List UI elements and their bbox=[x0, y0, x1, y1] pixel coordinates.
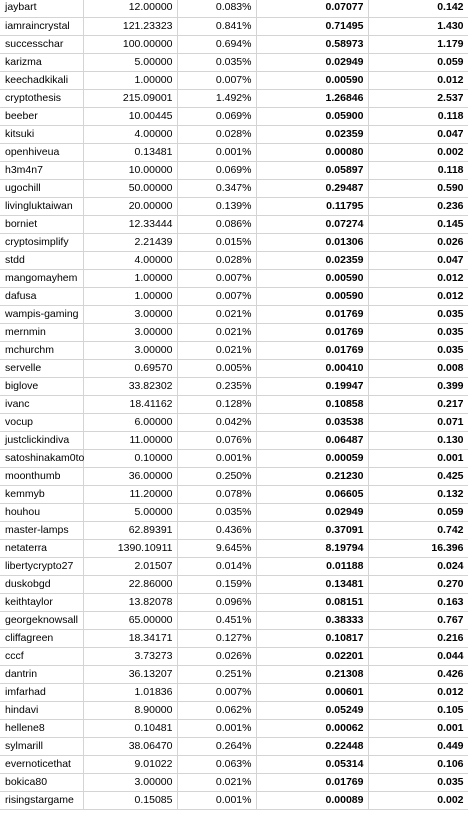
cell-share[interactable]: 0.02949 bbox=[256, 503, 368, 521]
cell-amount[interactable]: 215.09001 bbox=[83, 89, 177, 107]
cell-total[interactable]: 0.132 bbox=[368, 485, 468, 503]
cell-share[interactable]: 0.07077 bbox=[256, 0, 368, 17]
cell-share[interactable]: 0.02359 bbox=[256, 251, 368, 269]
cell-username[interactable]: jaybart bbox=[0, 0, 83, 17]
cell-amount[interactable]: 1.00000 bbox=[83, 269, 177, 287]
table-row bbox=[0, 107, 468, 125]
cell-amount[interactable]: 22.86000 bbox=[83, 575, 177, 593]
cell-amount[interactable]: 3.00000 bbox=[83, 773, 177, 791]
cell-percent[interactable]: 9.645% bbox=[177, 539, 256, 557]
cell-share[interactable]: 0.00590 bbox=[256, 269, 368, 287]
cell-username[interactable]: mangomayhem bbox=[0, 269, 83, 287]
table-row bbox=[0, 323, 468, 341]
cell-username[interactable]: cryptosimplify bbox=[0, 233, 83, 251]
cell-amount[interactable]: 12.33444 bbox=[83, 215, 177, 233]
cell-username[interactable]: libertycrypto27 bbox=[0, 557, 83, 575]
cell-amount[interactable]: 1.01836 bbox=[83, 683, 177, 701]
cell-total[interactable]: 1.430 bbox=[368, 17, 468, 35]
table-row bbox=[0, 341, 468, 359]
cell-amount[interactable]: 11.00000 bbox=[83, 431, 177, 449]
cell-percent[interactable]: 0.001% bbox=[177, 791, 256, 809]
cell-share[interactable]: 0.00410 bbox=[256, 359, 368, 377]
cell-percent[interactable]: 0.436% bbox=[177, 521, 256, 539]
cell-share[interactable]: 0.01769 bbox=[256, 773, 368, 791]
cell-username[interactable]: cccf bbox=[0, 647, 83, 665]
table-row bbox=[0, 413, 468, 431]
cell-username[interactable]: imfarhad bbox=[0, 683, 83, 701]
cell-total[interactable]: 0.001 bbox=[368, 449, 468, 467]
cell-percent[interactable]: 0.076% bbox=[177, 431, 256, 449]
cell-amount[interactable]: 6.00000 bbox=[83, 413, 177, 431]
cell-total[interactable]: 0.449 bbox=[368, 737, 468, 755]
cell-total[interactable]: 0.044 bbox=[368, 647, 468, 665]
cell-total[interactable]: 0.012 bbox=[368, 269, 468, 287]
cell-percent[interactable]: 0.235% bbox=[177, 377, 256, 395]
cell-total[interactable]: 0.217 bbox=[368, 395, 468, 413]
table-row bbox=[0, 197, 468, 215]
cell-username[interactable]: hindavi bbox=[0, 701, 83, 719]
table-row bbox=[0, 125, 468, 143]
cell-amount[interactable]: 0.10481 bbox=[83, 719, 177, 737]
table-row bbox=[0, 179, 468, 197]
cell-total[interactable]: 0.142 bbox=[368, 0, 468, 17]
cell-username[interactable]: kemmyb bbox=[0, 485, 83, 503]
cell-username[interactable]: sylmarill bbox=[0, 737, 83, 755]
cell-amount[interactable]: 2.01507 bbox=[83, 557, 177, 575]
cell-percent[interactable]: 0.021% bbox=[177, 341, 256, 359]
table-row bbox=[0, 593, 468, 611]
cell-percent[interactable]: 0.007% bbox=[177, 683, 256, 701]
cell-amount[interactable]: 18.41162 bbox=[83, 395, 177, 413]
cell-username[interactable]: beeber bbox=[0, 107, 83, 125]
table-row bbox=[0, 305, 468, 323]
cell-amount[interactable]: 1390.10911 bbox=[83, 539, 177, 557]
cell-total[interactable]: 0.035 bbox=[368, 773, 468, 791]
cell-username[interactable]: livingluktaiwan bbox=[0, 197, 83, 215]
cell-amount[interactable]: 0.15085 bbox=[83, 791, 177, 809]
cell-percent[interactable]: 0.021% bbox=[177, 323, 256, 341]
table-row bbox=[0, 395, 468, 413]
cell-username[interactable]: kitsuki bbox=[0, 125, 83, 143]
cell-username[interactable]: cryptothesis bbox=[0, 89, 83, 107]
cell-username[interactable]: bokica80 bbox=[0, 773, 83, 791]
cell-share[interactable]: 0.01769 bbox=[256, 341, 368, 359]
cell-total[interactable]: 0.012 bbox=[368, 683, 468, 701]
cell-total[interactable]: 0.059 bbox=[368, 503, 468, 521]
cell-share[interactable]: 0.71495 bbox=[256, 17, 368, 35]
cell-percent[interactable]: 0.139% bbox=[177, 197, 256, 215]
cell-amount[interactable]: 10.00000 bbox=[83, 161, 177, 179]
table-row bbox=[0, 755, 468, 773]
cell-share[interactable]: 0.00590 bbox=[256, 287, 368, 305]
cell-total[interactable]: 2.537 bbox=[368, 89, 468, 107]
table-row bbox=[0, 683, 468, 701]
cell-username[interactable]: justclickindiva bbox=[0, 431, 83, 449]
table-row bbox=[0, 485, 468, 503]
table-row bbox=[0, 377, 468, 395]
cell-total[interactable]: 0.425 bbox=[368, 467, 468, 485]
table-row bbox=[0, 35, 468, 53]
cell-username[interactable]: dafusa bbox=[0, 287, 83, 305]
cell-share[interactable]: 0.00059 bbox=[256, 449, 368, 467]
cell-amount[interactable]: 20.00000 bbox=[83, 197, 177, 215]
cell-total[interactable]: 0.047 bbox=[368, 125, 468, 143]
cell-amount[interactable]: 18.34171 bbox=[83, 629, 177, 647]
cell-total[interactable]: 0.071 bbox=[368, 413, 468, 431]
cell-share[interactable]: 0.00080 bbox=[256, 143, 368, 161]
cell-amount[interactable]: 0.10000 bbox=[83, 449, 177, 467]
cell-percent[interactable]: 0.035% bbox=[177, 53, 256, 71]
cell-total[interactable]: 0.012 bbox=[368, 71, 468, 89]
cell-share[interactable]: 0.38333 bbox=[256, 611, 368, 629]
cell-percent[interactable]: 0.159% bbox=[177, 575, 256, 593]
cell-share[interactable]: 0.03538 bbox=[256, 413, 368, 431]
table-row bbox=[0, 773, 468, 791]
cell-share[interactable]: 0.07274 bbox=[256, 215, 368, 233]
cell-share[interactable]: 0.02359 bbox=[256, 125, 368, 143]
cell-amount[interactable]: 9.01022 bbox=[83, 755, 177, 773]
cell-share[interactable]: 0.01306 bbox=[256, 233, 368, 251]
cell-share[interactable]: 0.00601 bbox=[256, 683, 368, 701]
table-row bbox=[0, 449, 468, 467]
cell-username[interactable]: moonthumb bbox=[0, 467, 83, 485]
table-row bbox=[0, 503, 468, 521]
cell-total[interactable]: 0.118 bbox=[368, 107, 468, 125]
cell-percent[interactable]: 0.086% bbox=[177, 215, 256, 233]
cell-percent[interactable]: 0.028% bbox=[177, 251, 256, 269]
cell-total[interactable]: 0.236 bbox=[368, 197, 468, 215]
cell-percent[interactable]: 1.492% bbox=[177, 89, 256, 107]
cell-total[interactable]: 0.047 bbox=[368, 251, 468, 269]
table-row bbox=[0, 791, 468, 809]
cell-share[interactable]: 0.01769 bbox=[256, 323, 368, 341]
cell-amount[interactable]: 36.13207 bbox=[83, 665, 177, 683]
cell-share[interactable]: 0.10817 bbox=[256, 629, 368, 647]
cell-amount[interactable]: 4.00000 bbox=[83, 125, 177, 143]
cell-username[interactable]: mernmin bbox=[0, 323, 83, 341]
cell-total[interactable]: 0.590 bbox=[368, 179, 468, 197]
cell-total[interactable]: 0.002 bbox=[368, 143, 468, 161]
cell-percent[interactable]: 0.005% bbox=[177, 359, 256, 377]
cell-percent[interactable]: 0.347% bbox=[177, 179, 256, 197]
table-row bbox=[0, 737, 468, 755]
table-row bbox=[0, 161, 468, 179]
cell-percent[interactable]: 0.069% bbox=[177, 161, 256, 179]
cell-percent[interactable]: 0.250% bbox=[177, 467, 256, 485]
cell-total[interactable]: 0.426 bbox=[368, 665, 468, 683]
cell-amount[interactable]: 0.13481 bbox=[83, 143, 177, 161]
cell-percent[interactable]: 0.021% bbox=[177, 305, 256, 323]
cell-share[interactable]: 0.00089 bbox=[256, 791, 368, 809]
cell-username[interactable]: evernoticethat bbox=[0, 755, 83, 773]
cell-username[interactable]: houhou bbox=[0, 503, 83, 521]
cell-amount[interactable]: 38.06470 bbox=[83, 737, 177, 755]
cell-total[interactable]: 0.163 bbox=[368, 593, 468, 611]
table-row bbox=[0, 269, 468, 287]
cell-total[interactable]: 0.035 bbox=[368, 341, 468, 359]
cell-share[interactable]: 1.26846 bbox=[256, 89, 368, 107]
cell-total[interactable]: 0.216 bbox=[368, 629, 468, 647]
cell-percent[interactable]: 0.014% bbox=[177, 557, 256, 575]
table-row bbox=[0, 431, 468, 449]
cell-percent[interactable]: 0.015% bbox=[177, 233, 256, 251]
cell-username[interactable]: duskobgd bbox=[0, 575, 83, 593]
cell-username[interactable]: iamraincrystal bbox=[0, 17, 83, 35]
table-row bbox=[0, 71, 468, 89]
cell-share[interactable]: 0.05897 bbox=[256, 161, 368, 179]
table-row bbox=[0, 539, 468, 557]
cell-total[interactable]: 0.002 bbox=[368, 791, 468, 809]
cell-share[interactable]: 0.21230 bbox=[256, 467, 368, 485]
cell-username[interactable]: ugochill bbox=[0, 179, 83, 197]
cell-username[interactable]: successchar bbox=[0, 35, 83, 53]
cell-percent[interactable]: 0.028% bbox=[177, 125, 256, 143]
cell-username[interactable]: wampis-gaming bbox=[0, 305, 83, 323]
cell-username[interactable]: mchurchm bbox=[0, 341, 83, 359]
table-row bbox=[0, 143, 468, 161]
cell-total[interactable]: 0.145 bbox=[368, 215, 468, 233]
cell-username[interactable]: ivanc bbox=[0, 395, 83, 413]
cell-share[interactable]: 0.06487 bbox=[256, 431, 368, 449]
cell-username[interactable]: hellene8 bbox=[0, 719, 83, 737]
cell-amount[interactable]: 8.90000 bbox=[83, 701, 177, 719]
cell-share[interactable]: 0.02949 bbox=[256, 53, 368, 71]
cell-percent[interactable]: 0.264% bbox=[177, 737, 256, 755]
cell-total[interactable]: 0.059 bbox=[368, 53, 468, 71]
cell-total[interactable]: 0.008 bbox=[368, 359, 468, 377]
cell-username[interactable]: openhiveua bbox=[0, 143, 83, 161]
cell-share[interactable]: 0.05900 bbox=[256, 107, 368, 125]
cell-total[interactable]: 0.767 bbox=[368, 611, 468, 629]
cell-total[interactable]: 0.012 bbox=[368, 287, 468, 305]
cell-share[interactable]: 0.11795 bbox=[256, 197, 368, 215]
cell-percent[interactable]: 0.001% bbox=[177, 719, 256, 737]
cell-percent[interactable]: 0.062% bbox=[177, 701, 256, 719]
cell-percent[interactable]: 0.007% bbox=[177, 287, 256, 305]
table-row bbox=[0, 359, 468, 377]
cell-percent[interactable]: 0.007% bbox=[177, 269, 256, 287]
cell-amount[interactable]: 1.00000 bbox=[83, 71, 177, 89]
cell-share[interactable]: 0.29487 bbox=[256, 179, 368, 197]
cell-amount[interactable]: 100.00000 bbox=[83, 35, 177, 53]
cell-username[interactable]: biglove bbox=[0, 377, 83, 395]
cell-total[interactable]: 0.270 bbox=[368, 575, 468, 593]
cell-username[interactable]: risingstargame bbox=[0, 791, 83, 809]
cell-share[interactable]: 0.37091 bbox=[256, 521, 368, 539]
cell-share[interactable]: 0.08151 bbox=[256, 593, 368, 611]
cell-username[interactable]: georgeknowsall bbox=[0, 611, 83, 629]
cell-username[interactable]: karizma bbox=[0, 53, 83, 71]
cell-amount[interactable]: 11.20000 bbox=[83, 485, 177, 503]
cell-share[interactable]: 0.06605 bbox=[256, 485, 368, 503]
cell-share[interactable]: 0.22448 bbox=[256, 737, 368, 755]
cell-amount[interactable]: 3.00000 bbox=[83, 341, 177, 359]
cell-amount[interactable]: 1.00000 bbox=[83, 287, 177, 305]
cell-amount[interactable]: 3.00000 bbox=[83, 305, 177, 323]
table-row bbox=[0, 287, 468, 305]
table-row bbox=[0, 611, 468, 629]
cell-amount[interactable]: 2.21439 bbox=[83, 233, 177, 251]
cell-username[interactable]: vocup bbox=[0, 413, 83, 431]
cell-username[interactable]: stdd bbox=[0, 251, 83, 269]
table-row bbox=[0, 647, 468, 665]
cell-total[interactable]: 0.001 bbox=[368, 719, 468, 737]
cell-amount[interactable]: 50.00000 bbox=[83, 179, 177, 197]
cell-total[interactable]: 16.396 bbox=[368, 539, 468, 557]
cell-percent[interactable]: 0.841% bbox=[177, 17, 256, 35]
cell-percent[interactable]: 0.042% bbox=[177, 413, 256, 431]
cell-percent[interactable]: 0.127% bbox=[177, 629, 256, 647]
cell-share[interactable]: 0.05249 bbox=[256, 701, 368, 719]
cell-username[interactable]: netaterra bbox=[0, 539, 83, 557]
cell-total[interactable]: 0.035 bbox=[368, 305, 468, 323]
cell-username[interactable]: h3m4n7 bbox=[0, 161, 83, 179]
table-row bbox=[0, 719, 468, 737]
cell-username[interactable]: cliffagreen bbox=[0, 629, 83, 647]
cell-share[interactable]: 0.00590 bbox=[256, 71, 368, 89]
cell-share[interactable]: 8.19794 bbox=[256, 539, 368, 557]
table-row bbox=[0, 251, 468, 269]
cell-amount[interactable]: 3.00000 bbox=[83, 323, 177, 341]
cell-share[interactable]: 0.58973 bbox=[256, 35, 368, 53]
table-row bbox=[0, 575, 468, 593]
cell-amount[interactable]: 3.73273 bbox=[83, 647, 177, 665]
cell-share[interactable]: 0.19947 bbox=[256, 377, 368, 395]
cell-total[interactable]: 0.130 bbox=[368, 431, 468, 449]
cell-amount[interactable]: 0.69570 bbox=[83, 359, 177, 377]
cell-amount[interactable]: 4.00000 bbox=[83, 251, 177, 269]
table-row bbox=[0, 701, 468, 719]
cell-percent[interactable]: 0.083% bbox=[177, 0, 256, 17]
table-row bbox=[0, 0, 468, 17]
cell-share[interactable]: 0.21308 bbox=[256, 665, 368, 683]
cell-total[interactable]: 0.399 bbox=[368, 377, 468, 395]
cell-total[interactable]: 0.026 bbox=[368, 233, 468, 251]
cell-total[interactable]: 0.105 bbox=[368, 701, 468, 719]
cell-amount[interactable]: 12.00000 bbox=[83, 0, 177, 17]
cell-share[interactable]: 0.02201 bbox=[256, 647, 368, 665]
table-row bbox=[0, 17, 468, 35]
cell-percent[interactable]: 0.069% bbox=[177, 107, 256, 125]
cell-amount[interactable]: 33.82302 bbox=[83, 377, 177, 395]
cell-percent[interactable]: 0.021% bbox=[177, 773, 256, 791]
cell-share[interactable]: 0.01769 bbox=[256, 305, 368, 323]
cell-total[interactable]: 0.118 bbox=[368, 161, 468, 179]
cell-username[interactable]: servelle bbox=[0, 359, 83, 377]
cell-share[interactable]: 0.13481 bbox=[256, 575, 368, 593]
cell-percent[interactable]: 0.251% bbox=[177, 665, 256, 683]
cell-percent[interactable]: 0.001% bbox=[177, 449, 256, 467]
cell-percent[interactable]: 0.035% bbox=[177, 503, 256, 521]
cell-percent[interactable]: 0.026% bbox=[177, 647, 256, 665]
cell-share[interactable]: 0.01188 bbox=[256, 557, 368, 575]
table-row bbox=[0, 467, 468, 485]
cell-percent[interactable]: 0.001% bbox=[177, 143, 256, 161]
cell-percent[interactable]: 0.694% bbox=[177, 35, 256, 53]
cell-total[interactable]: 0.106 bbox=[368, 755, 468, 773]
cell-amount[interactable]: 121.23323 bbox=[83, 17, 177, 35]
cell-percent[interactable]: 0.128% bbox=[177, 395, 256, 413]
cell-amount[interactable]: 5.00000 bbox=[83, 503, 177, 521]
table-row bbox=[0, 557, 468, 575]
cell-username[interactable]: master-lamps bbox=[0, 521, 83, 539]
cell-amount[interactable]: 13.82078 bbox=[83, 593, 177, 611]
cell-total[interactable]: 0.742 bbox=[368, 521, 468, 539]
table-row bbox=[0, 89, 468, 107]
cell-share[interactable]: 0.10858 bbox=[256, 395, 368, 413]
cell-total[interactable]: 0.024 bbox=[368, 557, 468, 575]
cell-amount[interactable]: 65.00000 bbox=[83, 611, 177, 629]
cell-total[interactable]: 0.035 bbox=[368, 323, 468, 341]
cell-share[interactable]: 0.05314 bbox=[256, 755, 368, 773]
cell-percent[interactable]: 0.078% bbox=[177, 485, 256, 503]
cell-username[interactable]: dantrin bbox=[0, 665, 83, 683]
cell-percent[interactable]: 0.096% bbox=[177, 593, 256, 611]
cell-username[interactable]: satoshinakam0to bbox=[0, 449, 83, 467]
cell-percent[interactable]: 0.451% bbox=[177, 611, 256, 629]
cell-share[interactable]: 0.00062 bbox=[256, 719, 368, 737]
cell-amount[interactable]: 10.00445 bbox=[83, 107, 177, 125]
cell-amount[interactable]: 62.89391 bbox=[83, 521, 177, 539]
table-row bbox=[0, 521, 468, 539]
cell-amount[interactable]: 36.00000 bbox=[83, 467, 177, 485]
cell-total[interactable]: 1.179 bbox=[368, 35, 468, 53]
cell-amount[interactable]: 5.00000 bbox=[83, 53, 177, 71]
cell-username[interactable]: borniet bbox=[0, 215, 83, 233]
table-row bbox=[0, 233, 468, 251]
cell-username[interactable]: keechadkikali bbox=[0, 71, 83, 89]
table-row bbox=[0, 215, 468, 233]
cell-username[interactable]: keithtaylor bbox=[0, 593, 83, 611]
cell-percent[interactable]: 0.007% bbox=[177, 71, 256, 89]
table-row bbox=[0, 629, 468, 647]
cell-percent[interactable]: 0.063% bbox=[177, 755, 256, 773]
table-row bbox=[0, 665, 468, 683]
table-row bbox=[0, 53, 468, 71]
